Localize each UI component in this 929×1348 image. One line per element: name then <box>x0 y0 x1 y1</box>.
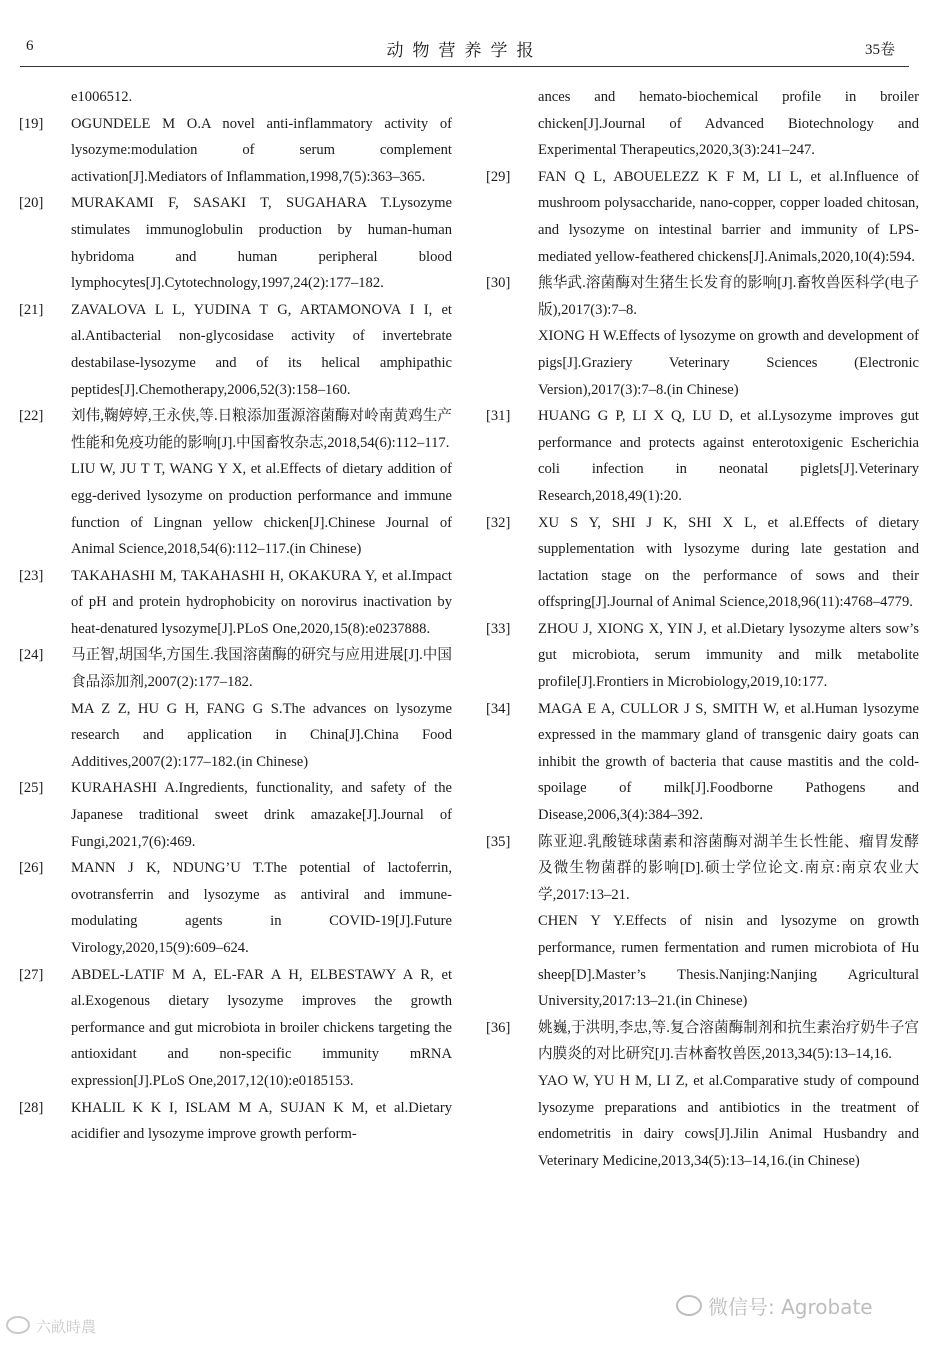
reference-number: [30] <box>486 275 511 292</box>
reference-text: 姚巍,于洪明,李忠,等.复合溶菌酶制剂和抗生素治疗奶牛子宫内膜炎的对比研究[J].吉林畜牧兽医,2013,34(5):13–14,16. <box>538 1019 919 1063</box>
reference-entry <box>486 270 919 403</box>
watermark-right <box>676 1291 873 1320</box>
reference-continuation: ances and hemato-biochemical profile in broiler chicken[J].Journal of Advanced Biotechnology and Experimental Therapeutics,2020,3(3):241–247. <box>538 89 919 159</box>
reference-number: [23] <box>19 567 44 584</box>
reference-number: [36] <box>486 1019 511 1036</box>
reference-text: MURAKAMI F, SASAKI T, SUGAHARA T.Lysozyme stimulates immunoglobulin production by human-human hybridoma and human peripheral blood lymphocytes[J].Cytotechnology,1997,24(2):177–182. <box>71 195 452 292</box>
reference-number: [33] <box>486 620 511 637</box>
page-number: 6 <box>26 38 34 54</box>
reference-entry <box>486 164 919 270</box>
reference-text: MANN J K, NDUNG’U T.The potential of lactoferrin, ovotransferrin and lysozyme as antiviral and immune-modulating agents in COVID-19[J].Future Virology,2020,15(9):609–624. <box>71 860 452 956</box>
reference-text: KHALIL K K I, ISLAM M A, SUJAN K M, et al.Dietary acidifier and lysozyme improve growth perform- <box>71 1099 452 1143</box>
reference-entry <box>486 510 919 616</box>
reference-text: FAN Q L, ABOUELEZZ K F M, LI L, et al.Influence of mushroom polysaccharide, nano-copper, copper loaded chitosan, and lysozyme on intestinal barrier and immunity of LPS-mediated yellow-feathered chickens[J].Animals,2020,10(4):594. <box>538 168 919 265</box>
reference-translation: MA Z Z, HU G H, FANG G S.The advances on lysozyme research and application in China[J].China Food Additives,2007(2):177–182.(in Chinese) <box>71 700 452 770</box>
reference-text: 熊华武.溶菌酶对生猪生长发育的影响[J].畜牧兽医科学(电子版),2017(3):7–8. <box>538 275 919 318</box>
watermark-right-text: 微信号: Agrobate <box>708 1295 873 1319</box>
reference-number: [28] <box>19 1099 44 1116</box>
reference-translation: YAO W, YU H M, LI Z, et al.Comparative study of compound lysozyme preparations and antibiotics in the treatment of endometritis in dairy cows[J].Jilin Animal Husbandry and Veterinary Medicine,2013,34(5):13–14,16.(in Chinese) <box>538 1072 919 1169</box>
reference-number: [21] <box>19 301 44 318</box>
reference-text: ZAVALOVA L L, YUDINA T G, ARTAMONOVA I I, et al.Antibacterial non-glycosidase activity of invertebrate destabilase-lysozyme and of its helical amphipathic peptides[J].Chemotherapy,2006,52(3):158–160. <box>71 301 452 398</box>
reference-entry <box>486 696 919 829</box>
reference-entry <box>19 297 452 403</box>
reference-number: [32] <box>486 514 511 531</box>
reference-entry <box>19 855 452 961</box>
reference-continuation: e1006512. <box>71 89 133 105</box>
reference-entry <box>19 642 452 775</box>
reference-text: HUANG G P, LI X Q, LU D, et al.Lysozyme improves gut performance and protects against enterotoxigenic Escherichia coli infection in neonatal piglets[J].Veterinary Research,2018,49(1):20. <box>538 408 919 504</box>
reference-translation: CHEN Y Y.Effects of nisin and lysozyme on growth performance, rumen fermentation and rumen microbiota of Hu sheep[D].Master’s Thesis.Nanjing:Nanjing Agricultural University,2017:13–21.(in Chinese) <box>538 913 919 1010</box>
reference-text: KURAHASHI A.Ingredients, functionality, and safety of the Japanese traditional sweet drink amazake[J].Journal of Fungi,2021,7(6):469. <box>71 780 452 850</box>
wechat-icon <box>676 1295 702 1316</box>
reference-translation: LIU W, JU T T, WANG Y X, et al.Effects of dietary addition of egg-derived lysozyme on production performance and immune function of Lingnan yellow chicken[J].Chinese Journal of Animal Science,2018,54(6):112–117.(in Chinese) <box>71 461 452 558</box>
page-header <box>0 30 929 68</box>
watermark-left-text: 六畝時農 <box>36 1318 97 1336</box>
reference-entry <box>486 403 919 509</box>
reference-entry <box>486 829 919 1015</box>
reference-entry <box>486 616 919 696</box>
journal-title: 动物营养学报 <box>386 41 543 60</box>
reference-number: [31] <box>486 408 511 425</box>
reference-number: [29] <box>486 168 511 185</box>
reference-number: [26] <box>19 860 44 877</box>
reference-number: [34] <box>486 700 511 717</box>
watermark-left <box>6 1316 96 1337</box>
reference-number: [35] <box>486 833 511 850</box>
reference-text: TAKAHASHI M, TAKAHASHI H, OKAKURA Y, et al.Impact of pH and protein hydrophobicity on norovirus inactivation by heat-denatured lysozyme[J].PLoS One,2020,15(8):e0237888. <box>71 567 452 637</box>
reference-number: [27] <box>19 966 44 983</box>
reference-number: [25] <box>19 780 44 797</box>
reference-entry <box>19 111 452 191</box>
reference-entry <box>19 775 452 855</box>
watermark-logo-icon <box>6 1316 30 1334</box>
header-rule <box>20 66 909 67</box>
reference-text: 陈亚迎.乳酸链球菌素和溶菌酶对湖羊生长性能、瘤胃发酵及微生物菌群的影响[D].硕士学位论文.南京:南京农业大学,2017:13–21. <box>538 833 919 903</box>
reference-entry <box>486 1015 919 1175</box>
reference-translation: XIONG H W.Effects of lysozyme on growth and development of pigs[J].Graziery Veterinary Sciences (Electronic Version),2017(3):7–8.(in Chinese) <box>538 328 919 398</box>
reference-number: [20] <box>19 195 44 212</box>
reference-text: MAGA E A, CULLOR J S, SMITH W, et al.Human lysozyme expressed in the mammary gland of transgenic dairy goats can inhibit the growth of bacteria that cause mastitis and the cold-spoilage of milk[J].Foodborne Pathogens and Disease,2006,3(4):384–392. <box>538 700 919 824</box>
reference-text: 马正智,胡国华,方国生.我国溶菌酶的研究与应用进展[J].中国食品添加剂,2007(2):177–182. <box>71 647 452 691</box>
volume-label: 35卷 <box>864 42 895 58</box>
reference-text: ABDEL-LATIF M A, EL-FAR A H, ELBESTAWY A R, et al.Exogenous dietary lysozyme improves the growth performance and gut microbiota in broiler chickens targeting the antioxidant and non-specific immunity mRNA expression[J].PLoS One,2017,12(10):e0185153. <box>71 966 452 1089</box>
reference-number: [22] <box>19 408 44 425</box>
reference-entry <box>19 190 452 296</box>
reference-entry <box>19 403 452 563</box>
reference-entry <box>19 962 452 1095</box>
reference-text: OGUNDELE M O.A novel anti-inflammatory activity of lysozyme:modulation of serum complement activation[J].Mediators of Inflammation,1998,7(5):363–365. <box>71 115 452 185</box>
reference-text: 刘伟,鞠婷婷,王永侠,等.日粮添加蛋源溶菌酶对岭南黄鸡生产性能和免疫功能的影响[J].中国畜牧杂志,2018,54(6):112–117. <box>71 408 452 451</box>
reference-entry <box>19 1095 452 1148</box>
reference-number: [19] <box>19 115 44 132</box>
reference-number: [24] <box>19 647 44 664</box>
right-column <box>486 84 919 1174</box>
reference-text: XU S Y, SHI J K, SHI X L, et al.Effects of dietary supplementation with lysozyme during late gestation and lactation stage on the performance of sows and their offspring[J].Journal of Animal Science,2018,96(11):4768–4779. <box>538 514 919 611</box>
left-column <box>19 84 452 1148</box>
reference-entry <box>19 563 452 643</box>
reference-text: ZHOU J, XIONG X, YIN J, et al.Dietary lysozyme alters sow’s gut microbiota, serum immunity and milk metabolite profile[J].Frontiers in Microbiology,2019,10:177. <box>538 620 919 691</box>
